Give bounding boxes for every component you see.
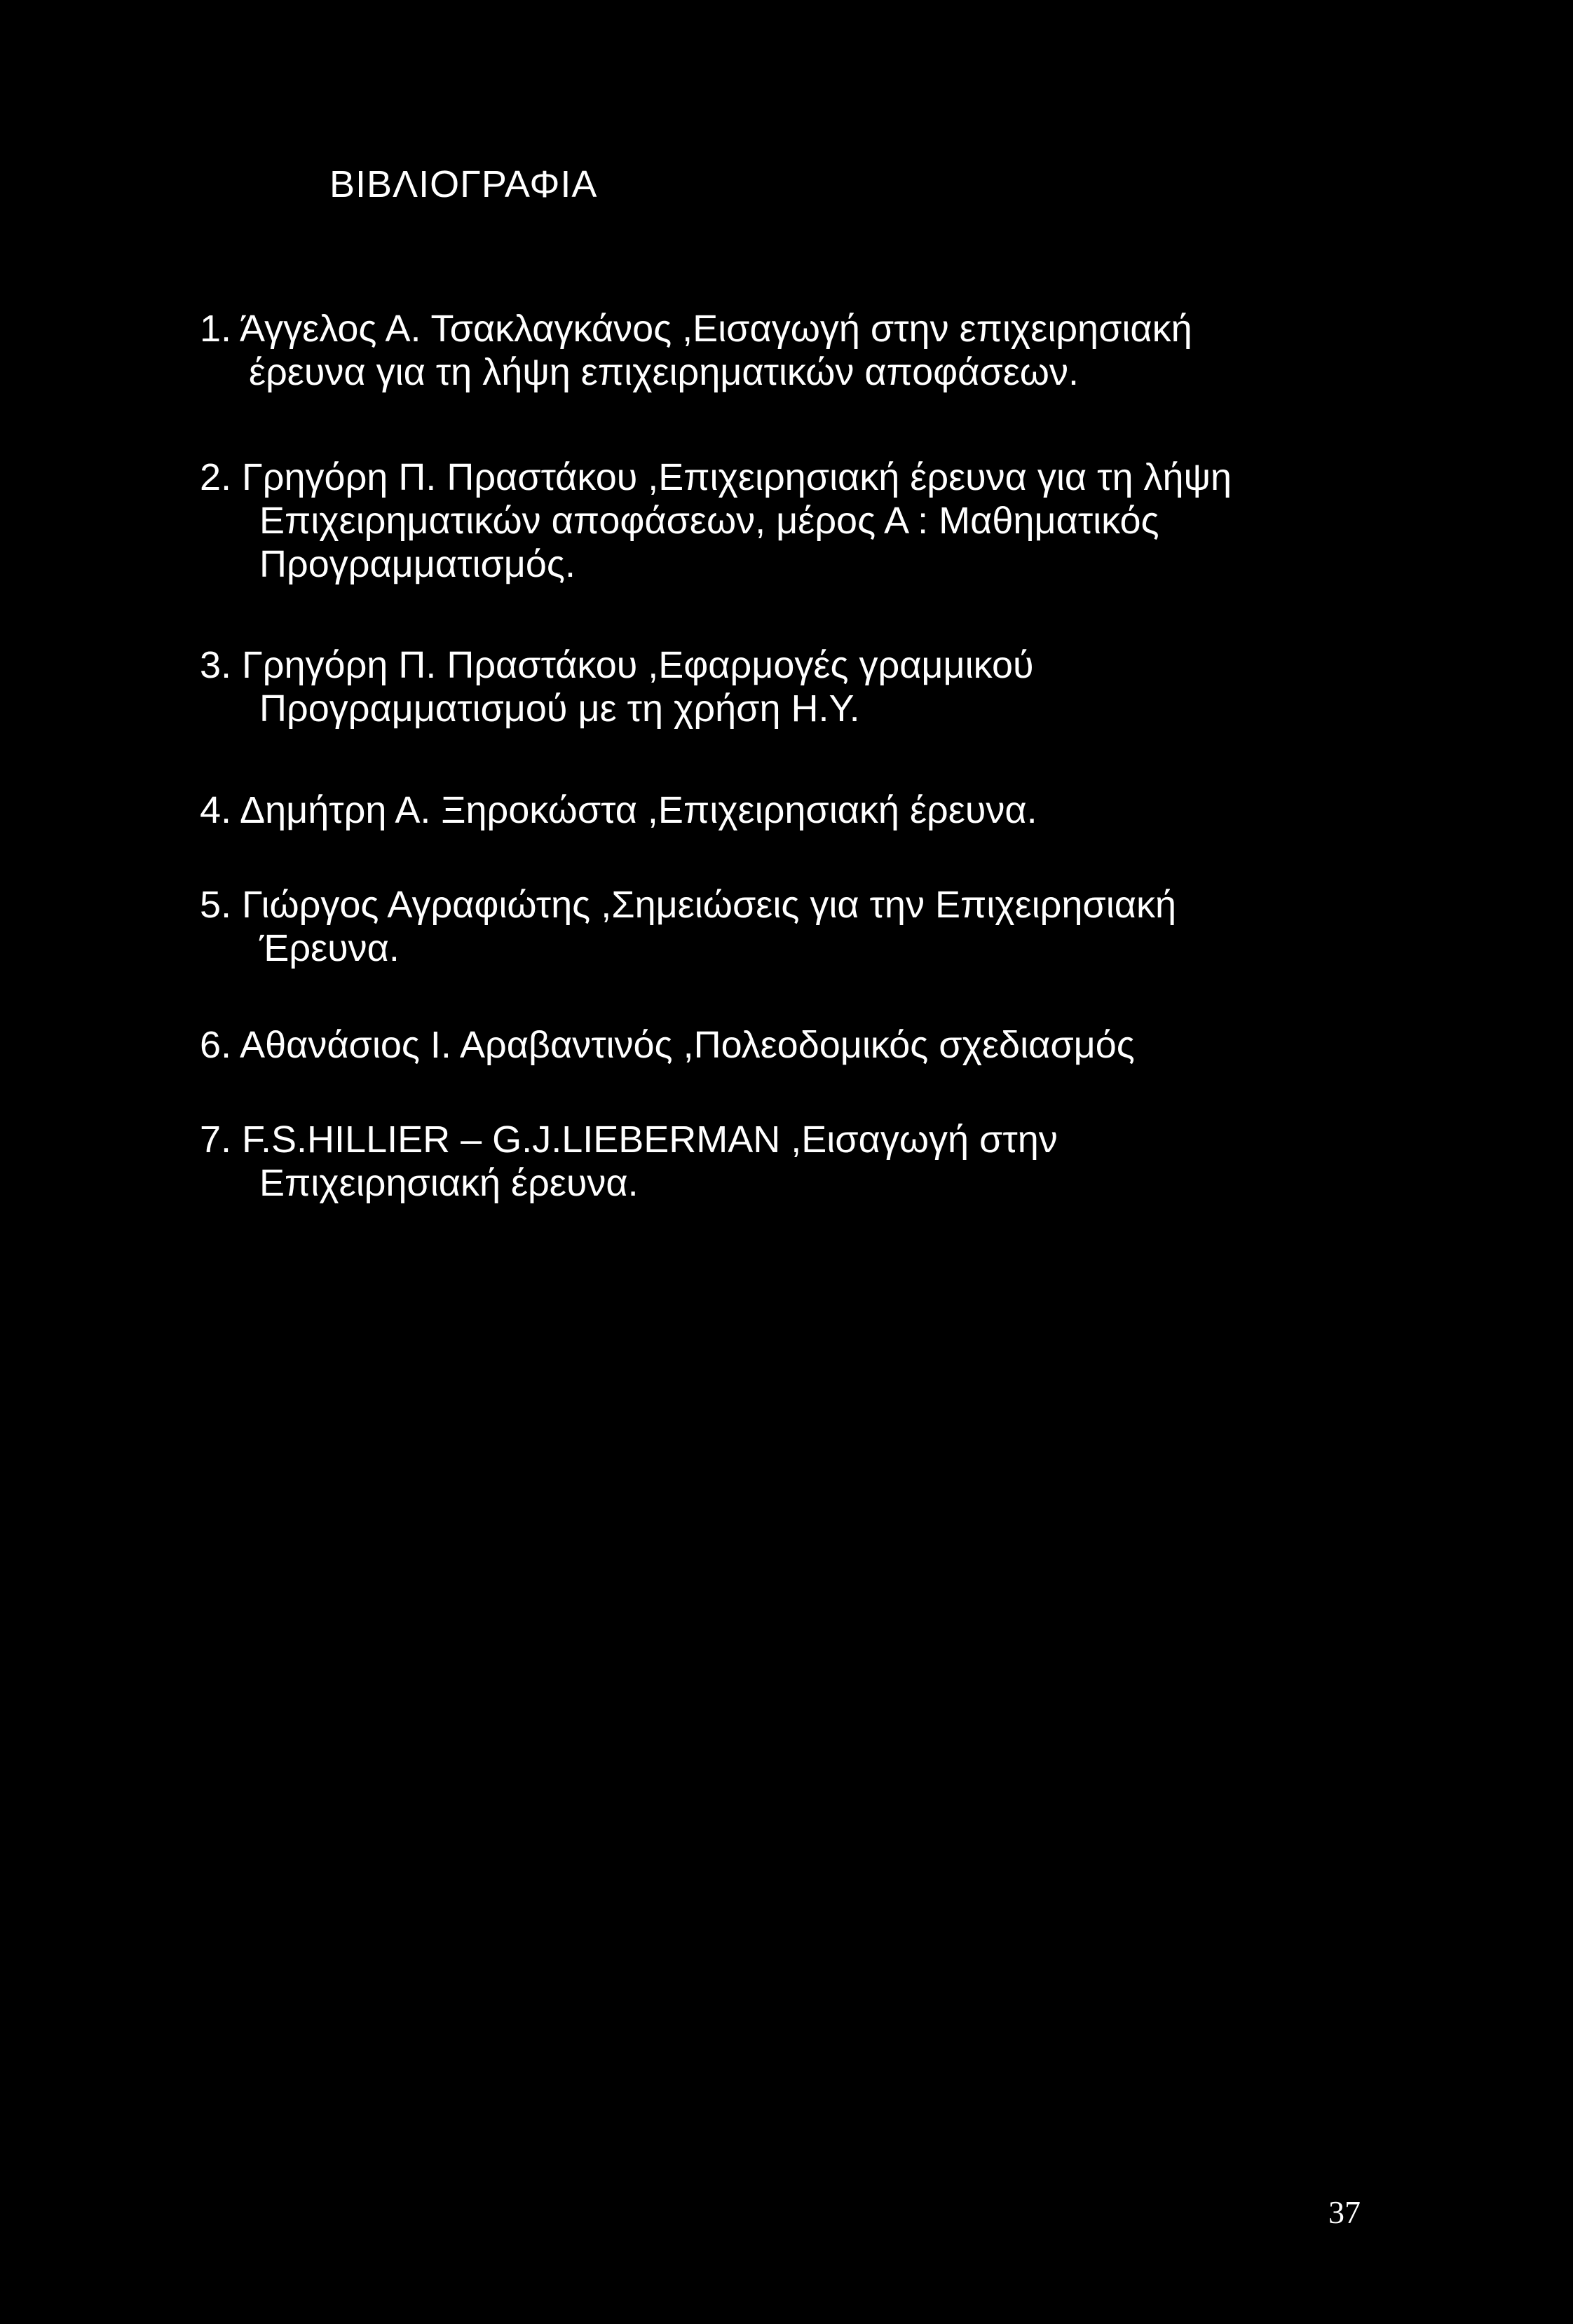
reference-line: 1. Άγγελος Α. Τσακλαγκάνος ,Εισαγωγή στην επιχειρησιακή — [200, 308, 1192, 350]
reference-item-2 — [200, 456, 1232, 586]
reference-line: 5. Γιώργος Αγραφιώτης ,Σημειώσεις για την Επιχειρησιακή — [200, 884, 1176, 926]
reference-item-4 — [200, 788, 1037, 832]
reference-line: Επιχειρηματικών αποφάσεων, μέρος Α : Μαθηματικός — [259, 500, 1159, 542]
reference-line: Επιχειρησιακή έρευνα. — [259, 1162, 639, 1204]
reference-line: Προγραμματισμός. — [259, 543, 576, 585]
page-title: ΒΙΒΛΙΟΓΡΑΦΙΑ — [329, 163, 598, 205]
page-number: 37 — [1328, 2194, 1361, 2230]
reference-line: Έρευνα. — [259, 927, 400, 969]
reference-item-1 — [200, 307, 1192, 394]
reference-item-6 — [200, 1023, 1135, 1067]
reference-line: 2. Γρηγόρη Π. Πραστάκου ,Επιχειρησιακή έρευνα για τη λήψη — [200, 456, 1232, 498]
reference-line: 6. Αθανάσιος Ι. Αραβαντινός ,Πολεοδομικός σχεδιασμός — [200, 1024, 1135, 1066]
reference-line: 7. F.S.HILLIER – G.J.LIEBERMAN ,Εισαγωγή στην — [200, 1119, 1058, 1161]
reference-item-3 — [200, 643, 1034, 730]
reference-line: 4. Δημήτρη Α. Ξηροκώστα ,Επιχειρησιακή έρευνα. — [200, 789, 1037, 831]
reference-line: Προγραμματισμού με τη χρήση Η.Υ. — [259, 688, 860, 730]
reference-item-5 — [200, 883, 1176, 970]
reference-line: 3. Γρηγόρη Π. Πραστάκου ,Εφαρμογές γραμμικού — [200, 644, 1034, 686]
reference-line: έρευνα για τη λήψη επιχειρηματικών αποφάσεων. — [249, 351, 1079, 393]
reference-item-7 — [200, 1118, 1058, 1205]
